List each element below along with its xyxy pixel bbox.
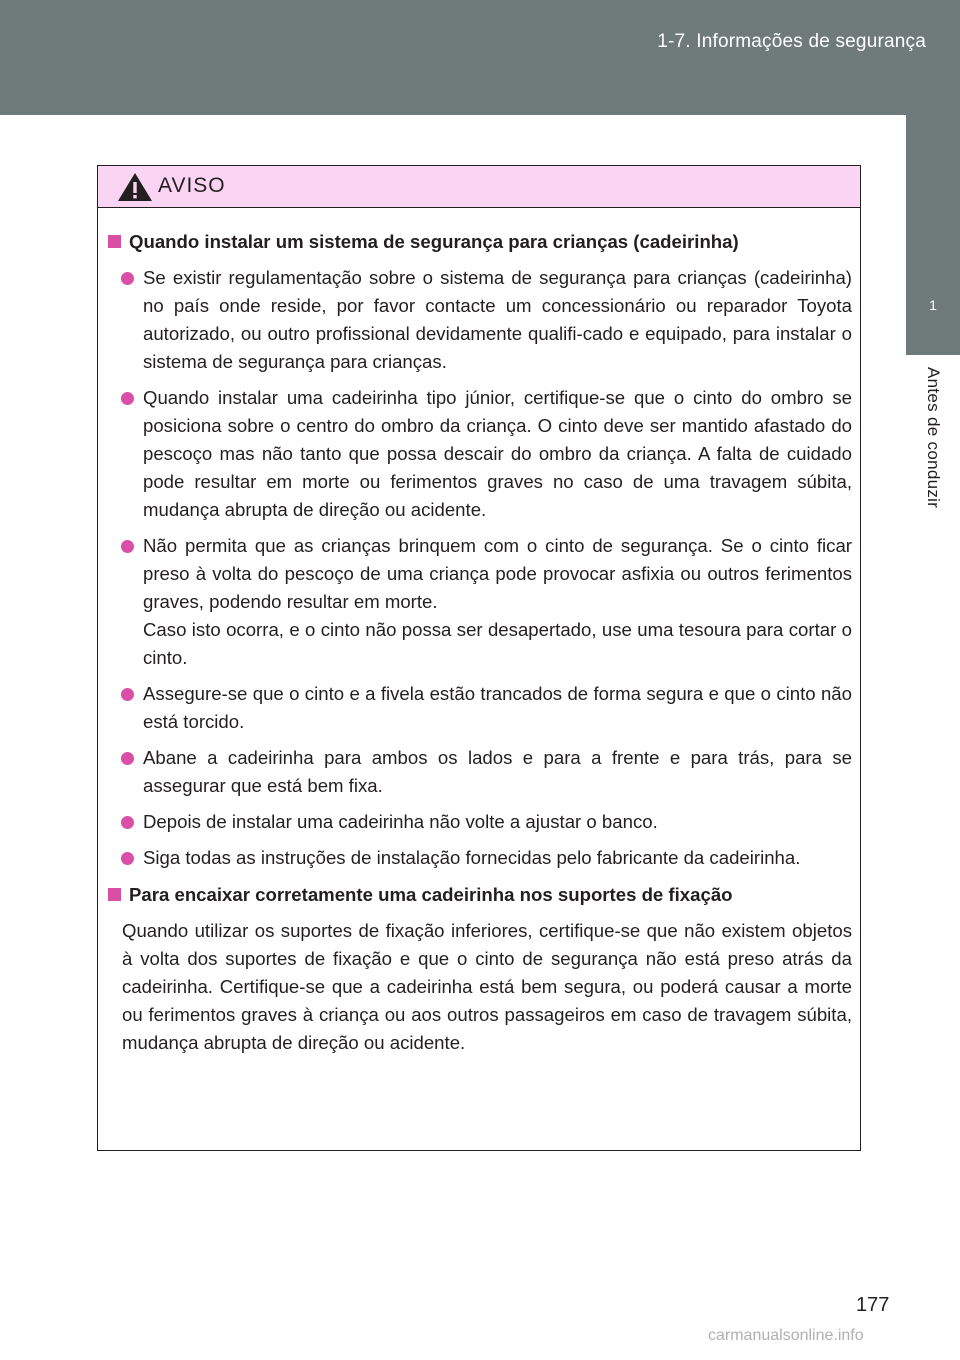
watermark: carmanualsonline.info xyxy=(708,1327,864,1344)
list-item: Não permita que as crianças brinquem com o cinto de segurança. Se o cinto ficar preso à volta do pescoço de uma criança pode provocar asfixia ou outros ferimentos graves, podendo resultar em morte. xyxy=(98,532,852,616)
circle-bullet-icon xyxy=(121,852,134,865)
warning-header xyxy=(98,166,860,208)
square-bullet-icon xyxy=(108,235,121,248)
section-heading: Quando instalar um sistema de segurança para crianças (cadeirinha) xyxy=(108,228,852,256)
list-item: Quando instalar uma cadeirinha tipo júnior, certifique-se que o cinto do ombro se posiciona sobre o centro do ombro da criança. O cinto deve ser mantido afastado do pescoço mas não tanto que possa descair do ombro da criança. A falta de cuidado pode resultar em morte ou ferimentos graves no caso de uma travagem súbita, mudança abrupta de direção ou acidente. xyxy=(98,384,852,524)
circle-bullet-icon xyxy=(121,752,134,765)
list-item: Se existir regulamentação sobre o sistema de segurança para crianças (cadeirinha) no país onde reside, por favor contacte um concessionário ou reparador Toyota autorizado, ou outro profissional devidamente qualifi-cado e equipado, para instalar o sistema de segurança para crianças. xyxy=(98,264,852,376)
section-paragraph: Quando utilizar os suportes de fixação inferiores, certifique-se que não existem objetos à volta dos suportes de fixação e que o cinto de segurança não está preso atrás da cadeirinha. Certifique-se que a cadeirinha está bem segura, ou poderá causar a morte ou ferimentos graves à criança ou aos outros passageiros em caso de travagem súbita, mudança abrupta de direção ou acidente. xyxy=(122,920,852,1053)
list-item-continuation: Caso isto ocorra, e o cinto não possa ser desapertado, use uma tesoura para cortar o cinto. xyxy=(143,619,852,668)
circle-bullet-icon xyxy=(121,392,134,405)
circle-bullet-icon xyxy=(121,540,134,553)
circle-bullet-icon xyxy=(121,816,134,829)
page-number: 177 xyxy=(856,1294,890,1316)
section-heading: Para encaixar corretamente uma cadeirinha nos suportes de fixação xyxy=(108,881,852,909)
header-bar xyxy=(0,0,960,115)
warning-triangle-icon xyxy=(116,171,154,203)
circle-bullet-icon xyxy=(121,272,134,285)
side-tab-top xyxy=(906,115,960,255)
warning-box xyxy=(97,165,861,1151)
chapter-number-tab xyxy=(906,255,960,355)
list-item: Siga todas as instruções de instalação fornecidas pelo fabricante da cadeirinha. xyxy=(98,844,852,872)
chapter-label-tab xyxy=(906,355,960,585)
list-item: Depois de instalar uma cadeirinha não volte a ajustar o banco. xyxy=(98,808,852,836)
warning-title: AVISO xyxy=(158,174,226,197)
circle-bullet-icon xyxy=(121,688,134,701)
warning-body xyxy=(98,228,860,1057)
chapter-title: Antes de conduzir xyxy=(924,367,943,509)
list-item: Assegure-se que o cinto e a fivela estão trancados de forma segura e que o cinto não está torcido. xyxy=(98,680,852,736)
square-bullet-icon xyxy=(108,888,121,901)
list-item: Abane a cadeirinha para ambos os lados e para a frente e para trás, para se assegurar que está bem fixa. xyxy=(98,744,852,800)
chapter-number: 1 xyxy=(929,297,937,313)
section-title: 1-7. Informações de segurança xyxy=(657,31,926,52)
